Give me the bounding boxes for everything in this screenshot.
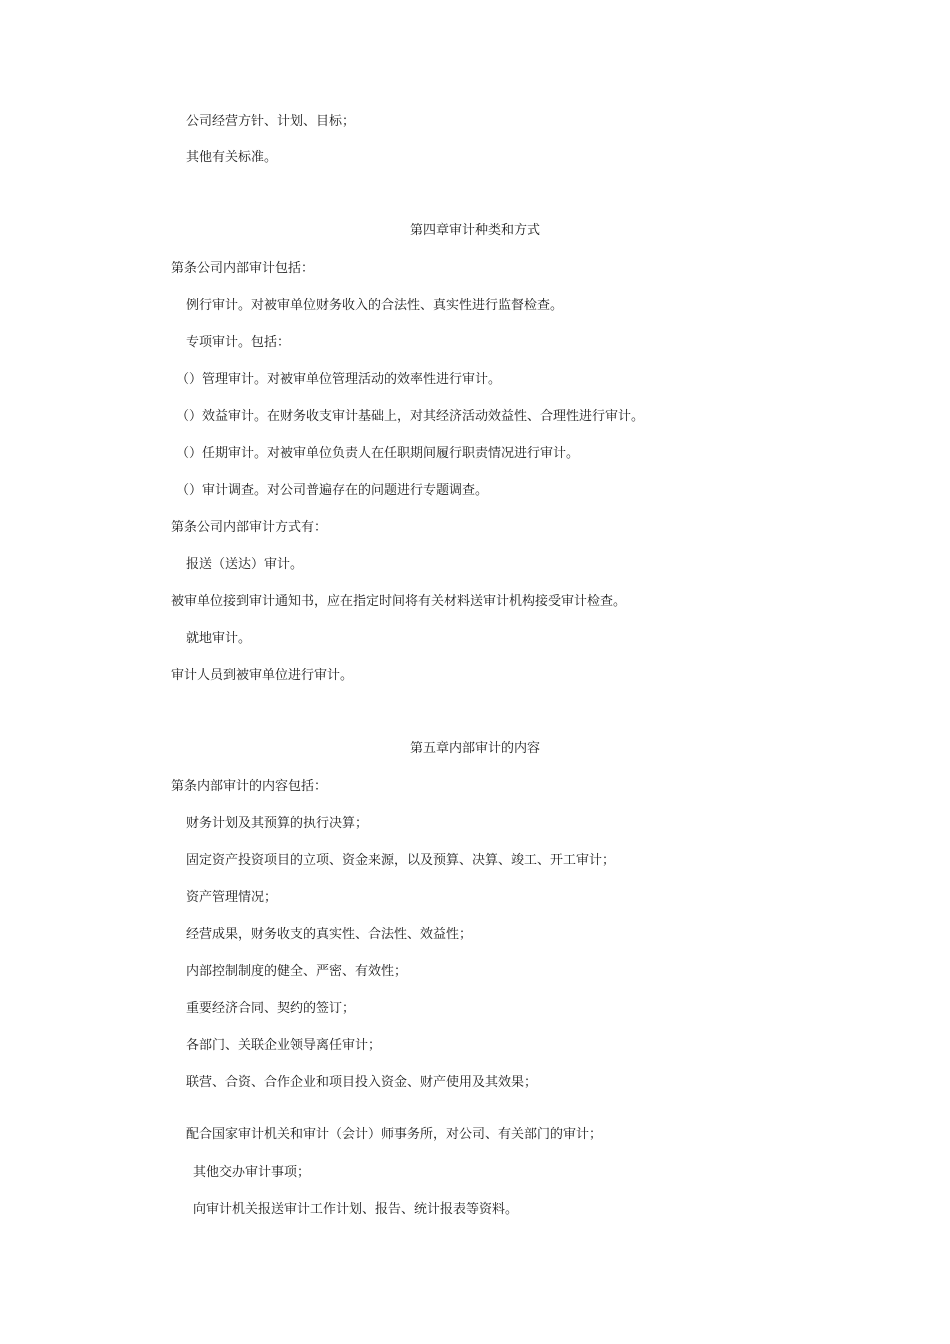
body-line: 审计人员到被审单位进行审计。 — [171, 668, 354, 683]
body-line: 经营成果，财务收支的真实性、合法性、效益性； — [186, 927, 473, 942]
body-line: 固定资产投资项目的立项、资金来源，以及预算、决算、竣工、开工审计； — [186, 853, 616, 868]
list-item: （）管理审计。对被审单位管理活动的效率性进行审计。 — [176, 372, 502, 387]
body-line: 各部门、关联企业领导离任审计； — [186, 1038, 382, 1053]
body-line: 报送（送达）审计。 — [186, 557, 304, 572]
body-line: 资产管理情况； — [186, 890, 278, 905]
body-line: 其他有关标准。 — [186, 150, 278, 165]
body-line: 向审计机关报送审计工作计划、报告、统计报表等资料。 — [193, 1202, 519, 1217]
body-line: 配合国家审计机关和审计（会计）师事务所，对公司、有关部门的审计； — [186, 1127, 603, 1142]
chapter-heading: 第四章审计种类和方式 — [409, 223, 540, 238]
list-item: （）审计调查。对公司普遍存在的问题进行专题调查。 — [176, 483, 489, 498]
body-line: 就地审计。 — [186, 631, 252, 646]
chapter-heading: 第五章内部审计的内容 — [409, 741, 540, 756]
article-line: 第条内部审计的内容包括： — [171, 779, 328, 794]
list-item: （）效益审计。在财务收支审计基础上，对其经济活动效益性、合理性进行审计。 — [176, 409, 645, 424]
body-line: 被审单位接到审计通知书，应在指定时间将有关材料送审计机构接受审计检查。 — [171, 594, 627, 609]
body-line: 专项审计。包括： — [186, 335, 291, 350]
body-line: 例行审计。对被审单位财务收入的合法性、真实性进行监督检查。 — [186, 298, 564, 313]
body-line: 联营、合资、合作企业和项目投入资金、财产使用及其效果； — [186, 1075, 538, 1090]
body-line: 财务计划及其预算的执行决算； — [186, 816, 369, 831]
article-line: 第条公司内部审计包括： — [171, 261, 315, 276]
body-line: 公司经营方针、计划、目标； — [186, 114, 356, 129]
list-item: （）任期审计。对被审单位负责人在任职期间履行职责情况进行审计。 — [176, 446, 580, 461]
body-line: 重要经济合同、契约的签订； — [186, 1001, 356, 1016]
body-line: 内部控制制度的健全、严密、有效性； — [186, 964, 408, 979]
body-line: 其他交办审计事项； — [193, 1165, 311, 1180]
article-line: 第条公司内部审计方式有： — [171, 520, 328, 535]
